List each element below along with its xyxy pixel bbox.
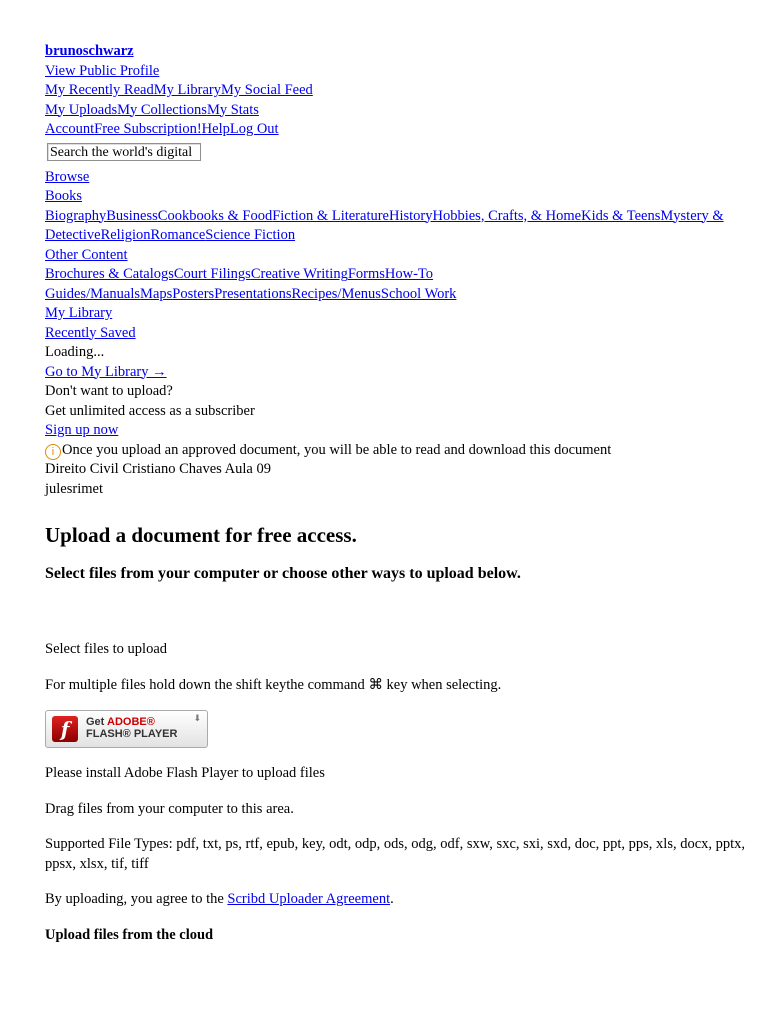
subscriber-pitch: Get unlimited access as a subscriber bbox=[45, 402, 255, 419]
drag-hint: Drag files from your computer to this area. bbox=[45, 800, 294, 817]
nav-row-3 bbox=[45, 120, 750, 140]
nav-my-collections[interactable]: My Collections bbox=[117, 101, 207, 118]
recently-saved-link[interactable]: Recently Saved bbox=[45, 324, 136, 341]
upload-question: Don't want to upload? bbox=[45, 383, 173, 399]
upload-section bbox=[45, 640, 750, 945]
books-categories bbox=[45, 207, 750, 246]
info-icon: i bbox=[45, 444, 61, 460]
supported-file-types: Supported File Types: pdf, txt, ps, rtf, epub, key, odt, odp, ods, odg, odf, sxw, sxc, sxi, sxd, doc, ppt, pps, xls, docx, pptx, ppsx, xlsx, tif, tiff bbox=[45, 836, 746, 872]
category-presentations[interactable]: Presentations bbox=[214, 285, 292, 302]
nav-row-2 bbox=[45, 101, 750, 121]
category-forms[interactable]: Forms bbox=[347, 266, 385, 282]
loading-text: Loading... bbox=[45, 344, 105, 360]
get-flash-player-button[interactable] bbox=[45, 710, 208, 748]
download-arrow-icon: ⬇ bbox=[193, 714, 201, 724]
category-science-fiction[interactable]: Science Fiction bbox=[205, 227, 296, 243]
cloud-upload-heading: Upload files from the cloud bbox=[45, 926, 214, 943]
nav-recently-read[interactable]: My Recently Read bbox=[45, 82, 154, 98]
category-how-to[interactable]: How-To Guides/Manuals bbox=[45, 266, 434, 302]
category-religion[interactable]: Religion bbox=[100, 227, 151, 243]
uploader-agreement-link[interactable]: Scribd Uploader Agreement bbox=[227, 891, 391, 907]
category-biography[interactable]: Biography bbox=[45, 207, 107, 224]
search-input[interactable]: Search the world's digital bbox=[47, 143, 201, 161]
nav-log-out[interactable]: Log Out bbox=[229, 121, 279, 137]
nav-my-library[interactable]: My Library bbox=[153, 82, 221, 98]
category-court-filings[interactable]: Court Filings bbox=[173, 266, 251, 282]
other-categories bbox=[45, 265, 750, 304]
category-brochures[interactable]: Brochures & Catalogs bbox=[45, 266, 174, 282]
flash-logo-icon: f bbox=[52, 716, 78, 742]
upload-heading: Upload a document for free access. bbox=[45, 523, 357, 547]
category-maps[interactable]: Maps bbox=[140, 285, 173, 302]
category-posters[interactable]: Posters bbox=[172, 285, 215, 302]
category-hobbies[interactable]: Hobbies, Crafts, & Home bbox=[432, 207, 582, 224]
category-school-work[interactable]: School Work bbox=[380, 285, 457, 302]
nav-social-feed[interactable]: My Social Feed bbox=[220, 82, 313, 98]
my-library-link[interactable]: My Library bbox=[45, 305, 113, 321]
category-fiction[interactable]: Fiction & Literature bbox=[272, 207, 389, 224]
select-files-label: Select files to upload bbox=[45, 641, 168, 657]
category-cookbooks[interactable]: Cookbooks & Food bbox=[157, 207, 273, 224]
nav-help[interactable]: Help bbox=[201, 121, 230, 137]
flash-notice: Please install Adobe Flash Player to upload files bbox=[45, 765, 325, 781]
category-kids-teens[interactable]: Kids & Teens bbox=[581, 207, 661, 224]
agreement-text: By uploading, you agree to the Scribd Uploader Agreement. bbox=[45, 891, 394, 907]
books-link[interactable]: Books bbox=[45, 188, 83, 204]
nav-my-uploads[interactable]: My Uploads bbox=[45, 101, 118, 118]
other-content-link[interactable]: Other Content bbox=[45, 246, 128, 263]
sign-up-link[interactable]: Sign up now bbox=[45, 422, 119, 438]
go-to-library-link[interactable]: Go to My Library → bbox=[45, 363, 167, 380]
multiple-files-hint: For multiple files hold down the shift keythe command ⌘ key when selecting. bbox=[45, 676, 502, 693]
category-business[interactable]: Business bbox=[106, 207, 158, 224]
notice-text: Once you upload an approved document, you will be able to read and download this document bbox=[62, 441, 612, 458]
nav-my-stats[interactable]: My Stats bbox=[206, 101, 259, 118]
category-recipes[interactable]: Recipes/Menus bbox=[291, 285, 381, 302]
nav-row-1 bbox=[45, 81, 750, 101]
view-public-profile-link[interactable]: View Public Profile bbox=[45, 62, 160, 79]
browse-link[interactable]: Browse bbox=[45, 168, 90, 185]
category-romance[interactable]: Romance bbox=[150, 227, 206, 243]
upload-notice bbox=[45, 441, 750, 461]
category-history[interactable]: History bbox=[389, 207, 433, 224]
nav-free-subscription[interactable]: Free Subscription! bbox=[94, 121, 202, 137]
document-title: Direito Civil Cristiano Chaves Aula 09 bbox=[45, 461, 271, 477]
category-mystery[interactable]: Mystery & Detective bbox=[45, 207, 724, 243]
username-link[interactable]: brunoschwarz bbox=[45, 43, 134, 59]
category-creative-writing[interactable]: Creative Writing bbox=[250, 266, 348, 282]
document-author: julesrimet bbox=[45, 480, 103, 497]
flash-badge-text: Get ADOBE® FLASH® PLAYER bbox=[86, 716, 178, 740]
upload-subheading: Select files from your computer or choose other ways to upload below. bbox=[45, 565, 521, 582]
nav-account[interactable]: Account bbox=[45, 121, 95, 137]
